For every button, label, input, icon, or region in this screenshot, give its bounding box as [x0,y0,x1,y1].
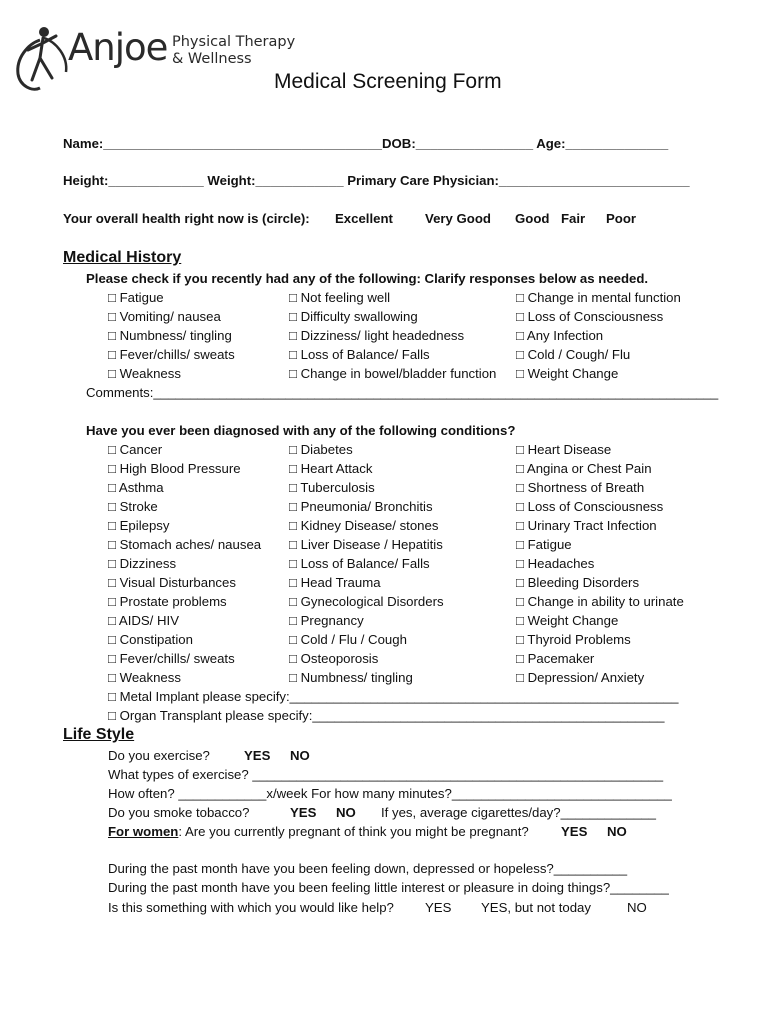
checkbox-item[interactable]: □ Difficulty swallowing [289,309,418,324]
logo-line-1: Physical Therapy [172,34,296,50]
checkbox-item[interactable]: □ Liver Disease / Hepatitis [289,537,443,552]
pregnancy-yes[interactable]: YES [561,824,588,839]
conditions-col-1 [108,442,261,689]
checkbox-item[interactable]: □ Fatigue [108,290,164,305]
conditions-col-3 [516,442,684,689]
checkbox-item[interactable]: □ Fever/chills/ sweats [108,651,235,666]
checkbox-item[interactable]: □ Fatigue [516,537,572,552]
checkbox-item[interactable]: □ Prostate problems [108,594,227,609]
name-dob-age-field[interactable]: Name:______________________________________DOB:________________ Age:______________ [63,136,669,151]
exercise-question: Do you exercise? [108,748,210,763]
lifestyle-heading: Life Style [63,726,135,743]
checkbox-item[interactable]: □ Urinary Tract Infection [516,518,657,533]
health-option-fair[interactable]: Fair [561,211,586,226]
recent-col-3 [516,290,681,385]
medical-history-heading: Medical History [63,249,182,266]
checkbox-item[interactable]: □ Kidney Disease/ stones [289,518,439,533]
checkbox-item[interactable]: □ Pacemaker [516,651,595,666]
checkbox-item[interactable]: □ Stroke [108,499,158,514]
depressed-question-field[interactable]: During the past month have you been feeling down, depressed or hopeless?__________ [108,861,628,876]
checkbox-item[interactable]: □ Weakness [108,670,181,685]
checkbox-item[interactable]: □ Diabetes [289,442,353,457]
checkbox-item[interactable]: □ Change in ability to urinate [516,594,684,609]
checkbox-item[interactable]: □ Vomiting/ nausea [108,309,221,324]
smoke-no[interactable]: NO [336,805,356,820]
help-yes-not-today[interactable]: YES, but not today [481,900,591,915]
women-label: For women [108,824,179,839]
health-option-good[interactable]: Good [515,211,550,226]
checkbox-item[interactable]: □ Loss of Balance/ Falls [289,556,430,571]
checkbox-item[interactable]: □ AIDS/ HIV [108,613,179,628]
recent-col-2 [289,290,496,385]
checkbox-item[interactable]: □ Shortness of Breath [516,480,645,495]
logo [10,22,296,97]
exercise-no[interactable]: NO [290,748,310,763]
help-yes[interactable]: YES [425,900,452,915]
interest-question-field[interactable]: During the past month have you been feeling little interest or pleasure in doing things?________ [108,880,669,895]
organ-transplant-field[interactable]: □ Organ Transplant please specify:________________________________________________ [108,708,665,723]
checkbox-item[interactable]: □ Fever/chills/ sweats [108,347,235,362]
checkbox-item[interactable]: □ Headaches [516,556,595,571]
checkbox-item[interactable]: □ Head Trauma [289,575,381,590]
checkbox-item[interactable]: □ Change in bowel/bladder function [289,366,497,381]
checkbox-item[interactable]: □ Osteoporosis [289,651,379,666]
checkbox-item[interactable]: □ Angina or Chest Pain [516,461,652,476]
checkbox-item[interactable]: □ Epilepsy [108,518,170,533]
logo-brand: Anjoe [68,26,168,69]
checkbox-item[interactable]: □ Visual Disturbances [108,575,236,590]
checkbox-item[interactable]: □ Numbness/ tingling [289,670,413,685]
smoke-yes[interactable]: YES [290,805,317,820]
checkbox-item[interactable]: □ High Blood Pressure [108,461,241,476]
checkbox-item[interactable]: □ Pregnancy [289,613,364,628]
help-no[interactable]: NO [627,900,647,915]
checkbox-item[interactable]: □ Loss of Consciousness [516,499,664,514]
checkbox-item[interactable]: □ Dizziness/ light headedness [289,328,465,343]
checkbox-item[interactable]: □ Cold / Flu / Cough [289,632,407,647]
help-question: Is this something with which you would like help? [108,900,394,915]
logo-line-2: & Wellness [172,51,252,67]
checkbox-item[interactable]: □ Change in mental function [516,290,681,305]
height-weight-physician-field[interactable]: Height:_____________ Weight:____________ Primary Care Physician:__________________________ [63,173,690,188]
checkbox-item[interactable]: □ Pneumonia/ Bronchitis [289,499,433,514]
checkbox-item[interactable]: □ Heart Disease [516,442,612,457]
pregnancy-row [108,824,529,839]
pregnancy-no[interactable]: NO [607,824,627,839]
checkbox-item[interactable]: □ Not feeling well [289,290,391,305]
checkbox-item[interactable]: □ Weight Change [516,613,619,628]
checkbox-item[interactable]: □ Constipation [108,632,193,647]
pregnancy-question: : Are you currently pregnant of think you might be pregnant? [178,824,529,839]
checkbox-item[interactable]: □ Thyroid Problems [516,632,631,647]
cigarettes-field[interactable]: If yes, average cigarettes/day?_____________ [381,805,656,820]
checkbox-item[interactable]: □ Weakness [108,366,181,381]
checkbox-item[interactable]: □ Stomach aches/ nausea [108,537,262,552]
health-option-poor[interactable]: Poor [606,211,637,226]
checkbox-item[interactable]: □ Heart Attack [289,461,373,476]
comments-field[interactable]: Comments:_____________________________________________________________________________ [86,385,719,400]
checkbox-item[interactable]: □ Tuberculosis [289,480,375,495]
checkbox-item[interactable]: □ Gynecological Disorders [289,594,444,609]
page-title: Medical Screening Form [274,70,502,93]
checkbox-item[interactable]: □ Dizziness [108,556,177,571]
metal-implant-field[interactable]: □ Metal Implant please specify:_____________________________________________________ [108,689,679,704]
checkbox-item[interactable]: □ Cold / Cough/ Flu [516,347,631,362]
health-label: Your overall health right now is (circle): [63,211,310,226]
checkbox-item[interactable]: □ Loss of Consciousness [516,309,664,324]
checkbox-item[interactable]: □ Numbness/ tingling [108,328,232,343]
checkbox-item[interactable]: □ Weight Change [516,366,619,381]
exercise-frequency-field[interactable]: How often? ____________x/week For how many minutes?______________________________ [108,786,672,801]
exercise-yes[interactable]: YES [244,748,271,763]
exercise-types-field[interactable]: What types of exercise? ________________________________________________________ [108,767,664,782]
conditions-col-2 [289,442,444,689]
smoke-question: Do you smoke tobacco? [108,805,250,820]
medical-history-instructions: Please check if you recently had any of the following: Clarify responses below as needed. [86,271,649,286]
recent-col-1 [108,290,235,385]
health-option-very-good[interactable]: Very Good [425,211,491,226]
checkbox-item[interactable]: □ Cancer [108,442,163,457]
health-option-excellent[interactable]: Excellent [335,211,393,226]
checkbox-item[interactable]: □ Loss of Balance/ Falls [289,347,430,362]
diagnosed-question: Have you ever been diagnosed with any of the following conditions? [86,423,516,438]
checkbox-item[interactable]: □ Asthma [108,480,164,495]
checkbox-item[interactable]: □ Depression/ Anxiety [516,670,645,685]
checkbox-item[interactable]: □ Bleeding Disorders [516,575,640,590]
dancer-figure-icon [10,22,74,94]
checkbox-item[interactable]: □ Any Infection [516,328,604,343]
